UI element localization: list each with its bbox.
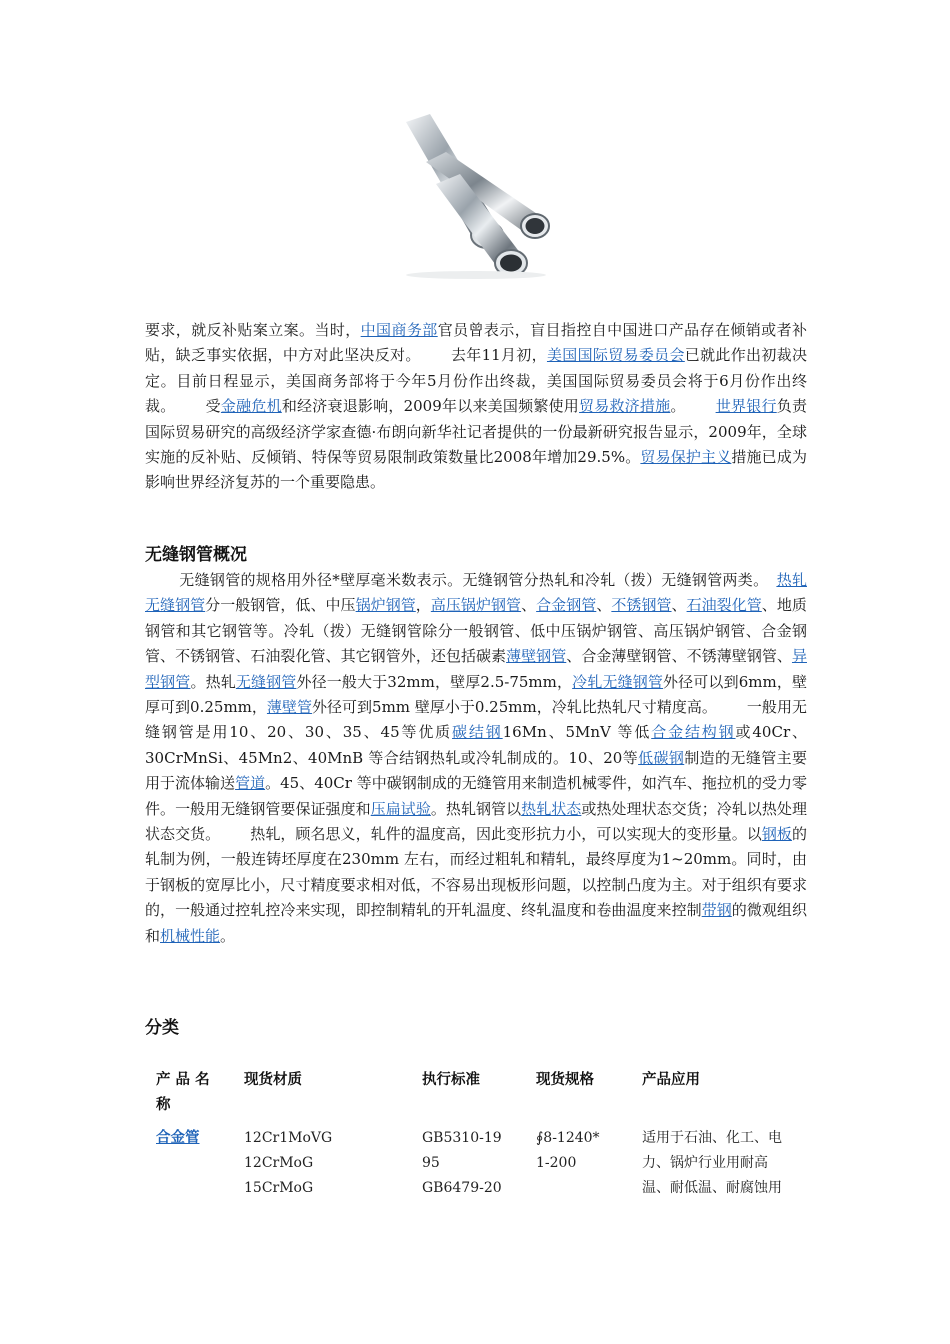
link-thin-wall-tube[interactable]: 薄壁管	[266, 698, 312, 717]
link-petroleum-cracking-pipe[interactable]: 石油裂化管	[686, 596, 762, 615]
section-heading-classification: 分类	[145, 1018, 179, 1038]
table-cell-standards: GB5310-19 95 GB6479-20	[422, 1130, 502, 1196]
link-seamless-pipe[interactable]: 无缝钢管	[235, 672, 297, 691]
table-cell-spec: ∮8-1240* 1-200	[536, 1130, 600, 1171]
link-flattening-test[interactable]: 压扁试验	[370, 799, 431, 818]
link-cold-rolled-seamless[interactable]: 冷轧无缝钢管	[572, 672, 663, 691]
link-strip-steel[interactable]: 带钢	[701, 901, 732, 920]
intro-paragraph: 要求，就反补贴案立案。当时，中国商务部官员曾表示，盲目指控自中国进口产品存在倾销或者补贴，缺乏事实依据，中方对此坚决反对。 去年11月初，美国国际贸易委员会已就此作出初裁决定。目前日程显示，美国商务部将于今年5月份作出终裁，美国国际贸易委员会将于6月份作出终裁。 受金融危机和经济衰退影响，2009年以来美国频繁使用贸易救济措施。 世界银行负责国际贸易研究的高级经济学家查德·布朗向新华社记者提供的一份最新研究报告显示，2009年，全球实施的反补贴、反倾销、特保等贸易限制政策数量比2008年增加29.5%。贸易保护主义措施已成为影响世界经济复苏的一个重要隐患。	[145, 321, 807, 492]
link-carbon-structural-steel[interactable]: 碳结钢	[452, 723, 503, 742]
link-low-carbon-steel[interactable]: 低碳钢	[638, 748, 685, 767]
link-mechanical-properties[interactable]: 机械性能	[160, 926, 221, 945]
link-steel-plate[interactable]: 钢板	[761, 825, 792, 844]
link-usitc[interactable]: 美国国际贸易委员会	[546, 346, 685, 365]
header-product-name: 产 品 名 称	[156, 1072, 210, 1113]
section-heading-overview: 无缝钢管概况	[145, 545, 247, 565]
header-application: 产品应用	[642, 1072, 700, 1088]
table-cell-materials: 12Cr1MoVG 12CrMoG 15CrMoG	[244, 1130, 333, 1196]
link-alloy-structural-steel[interactable]: 合金结构钢	[651, 723, 736, 742]
link-pipeline[interactable]: 管道	[235, 774, 266, 793]
link-hot-rolled-state[interactable]: 热轧状态	[521, 799, 582, 818]
link-trade-protectionism[interactable]: 贸易保护主义	[640, 448, 732, 467]
link-financial-crisis[interactable]: 金融危机	[220, 397, 282, 416]
link-special-shaped-pipe[interactable]: 异型钢管	[145, 647, 807, 691]
link-stainless-pipe[interactable]: 不锈钢管	[611, 596, 672, 615]
table-cell-application: 适用于石油、化工、电 力、锅炉行业用耐高 温、耐低温、耐腐蚀用	[642, 1130, 782, 1196]
header-material: 现货材质	[244, 1072, 302, 1088]
link-alloy-pipe[interactable]: 合金钢管	[536, 596, 597, 615]
header-standard: 执行标准	[422, 1072, 480, 1088]
link-thin-wall-pipe[interactable]: 薄壁钢管	[506, 647, 567, 666]
link-hot-rolled-seamless[interactable]: 热轧无缝钢管	[145, 571, 807, 615]
link-boiler-pipe[interactable]: 锅炉钢管	[355, 596, 416, 615]
link-trade-remedy[interactable]: 贸易救济措施	[579, 397, 671, 416]
link-world-bank[interactable]: 世界银行	[715, 397, 777, 416]
header-spec: 现货规格	[536, 1072, 594, 1088]
overview-paragraph: 无缝钢管的规格用外径*壁厚毫米数表示。无缝钢管分热轧和冷轧（拨）无缝钢管两类。 热轧无缝钢管分一般钢管，低、中压锅炉钢管，高压锅炉钢管、合金钢管、不锈钢管、石油裂化管、地质钢管和其它钢管等。冷轧（拨）无缝钢管除分一般钢管、低中压锅炉钢管、高压锅炉钢管、合金钢管、不锈钢管、石油裂化管、其它钢管外，还包括碳素薄壁钢管、合金薄壁钢管、不锈薄壁钢管、异型钢管。热轧无缝钢管外径一般大于32mm，壁厚2.5-75mm，冷轧无缝钢管外径可以到6mm，壁厚可到0.25mm，薄壁管外径可到5mm 壁厚小于0.25mm，冷轧比热轧尺寸精度高。 一般用无缝钢管是用10、20、30、35、45等优质碳结钢16Mn、5MnV 等低合金结构钢或40Cr、30CrMnSi、45Mn2、40MnB 等合结钢热轧或冷轧制成的。10、20等低碳钢制造的无缝管主要用于流体输送管道。45、40Cr 等中碳钢制成的无缝管用来制造机械零件，如汽车、拖拉机的受力零件。一般用无缝钢管要保证强度和压扁试验。热轧钢管以热轧状态或热处理状态交货；冷轧以热处理状态交货。 热轧，顾名思义，轧件的温度高，因此变形抗力小，可以实现大的变形量。以钢板的轧制为例，一般连铸坯厚度在230mm 左右，而经过粗轧和精轧，最终厚度为1~20mm。同时，由于钢板的宽厚比小，尺寸精度要求相对低，不容易出现板形问题，以控制凸度为主。对于组织有要求的，一般通过控轧控冷来实现，即控制精轧的开轧温度、终轧温度和卷曲温度来控制带钢的微观组织和机械性能。	[145, 571, 807, 945]
table-row-name-link[interactable]: 合金管	[156, 1130, 200, 1146]
link-high-pressure-boiler-pipe[interactable]: 高压锅炉钢管	[430, 596, 522, 615]
link-ministry-of-commerce[interactable]: 中国商务部	[360, 321, 438, 339]
steel-pipes-image	[396, 112, 556, 282]
